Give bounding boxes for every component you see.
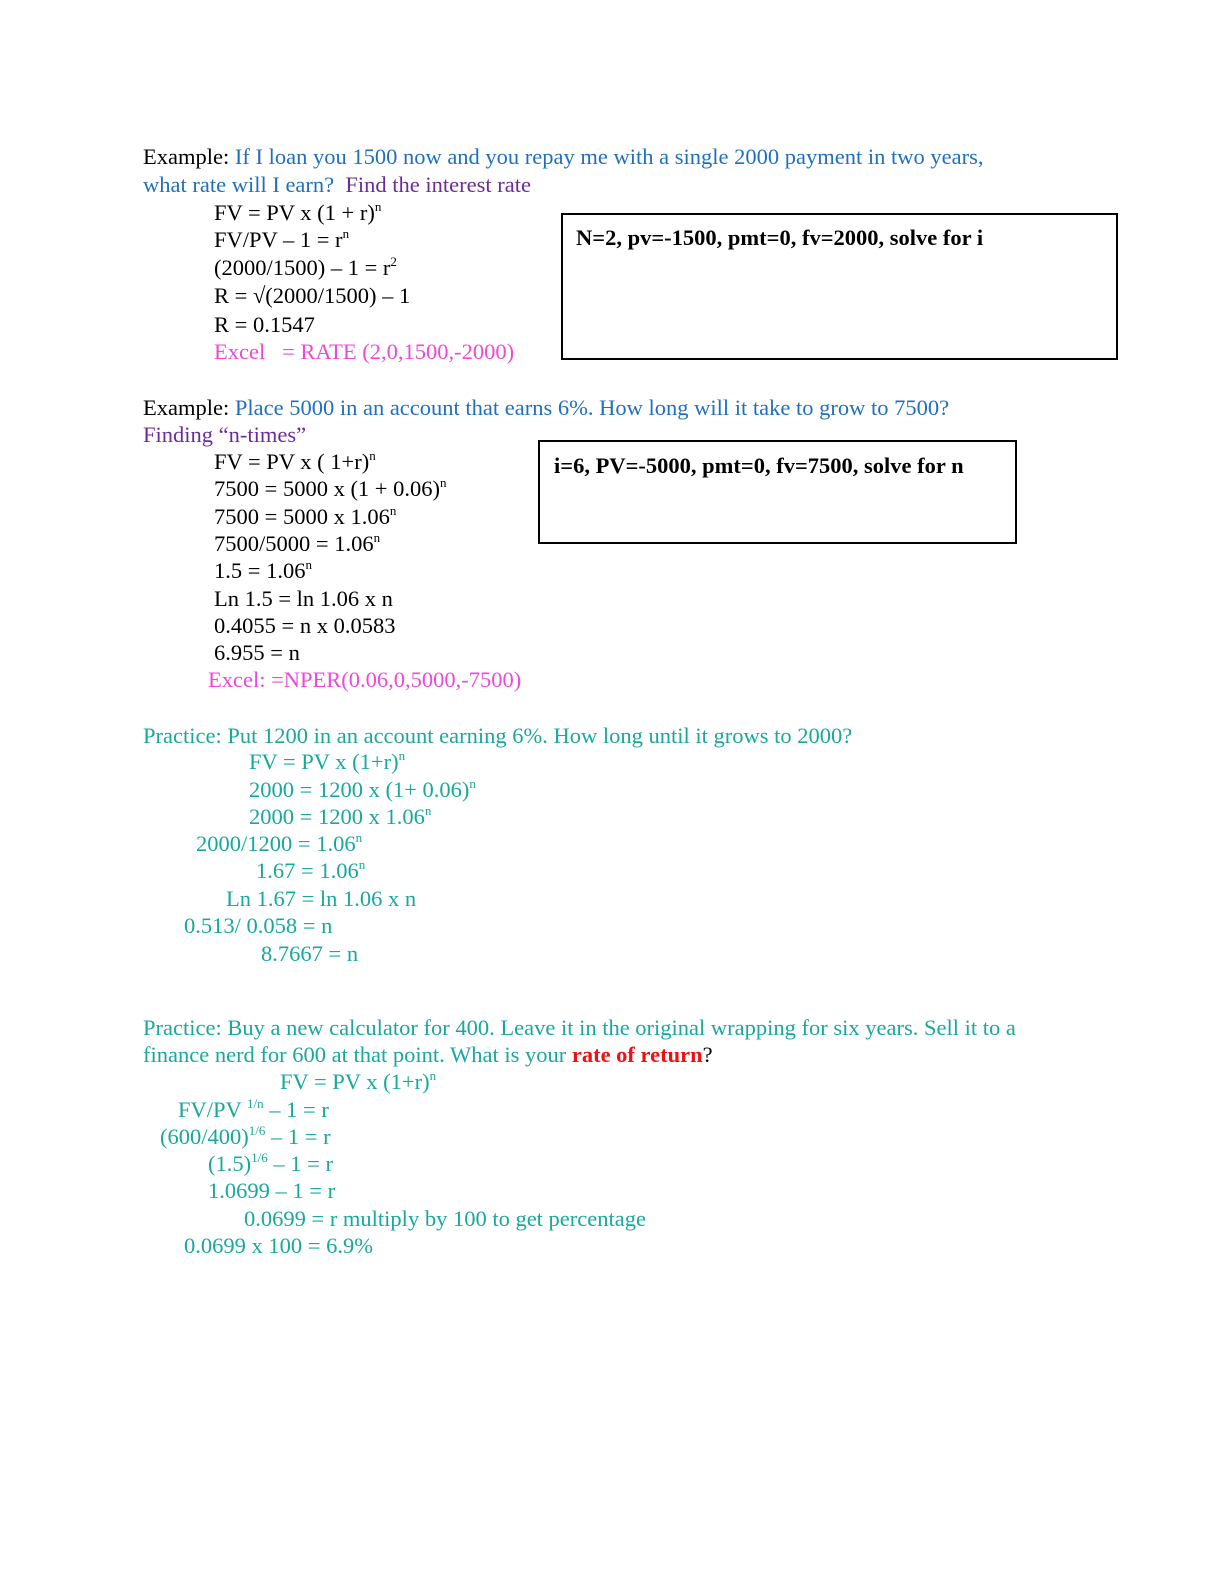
ex2-step-text: FV = PV x ( 1+r): [214, 449, 370, 474]
pr2-step: [160, 1123, 331, 1150]
pr1-step-sup: n: [358, 857, 366, 872]
ex1-question-cont: what rate will I earn?: [143, 172, 335, 197]
ex1-excel: [214, 338, 514, 365]
ex1-excel-label: Excel: [214, 339, 266, 364]
ex1-excel-formula: = RATE (2,0,1500,-2000): [282, 339, 515, 364]
ex2-excel: Excel: =NPER(0.06,0,5000,-7500): [208, 667, 522, 692]
pr2-question-end: ?: [702, 1042, 713, 1067]
pr1-step: [184, 912, 332, 939]
ex2-question: Place 5000 in an account that earns 6%. How long will it take to grow to 7500?: [229, 395, 950, 420]
ex1-step-text: R = √(2000/1500) – 1: [214, 283, 411, 308]
ex1-calculator-text: N=2, pv=-1500, pmt=0, fv=2000, solve for i: [576, 225, 984, 250]
pr2-question-line1: Practice: Buy a new calculator for 400. Leave it in the original wrapping for six years. Sell it to a: [143, 1015, 1016, 1040]
pr2-step-sup: 1/6: [251, 1150, 268, 1165]
ex1-step: [214, 311, 315, 338]
pr2-step: [184, 1232, 373, 1259]
pr2-step: [244, 1205, 646, 1232]
ex2-step: [214, 448, 376, 475]
pr2-step-text: FV = PV x (1+r): [280, 1069, 430, 1094]
ex1-step-sup: n: [342, 226, 350, 241]
pr2-question-emphasis: rate of return: [571, 1042, 703, 1067]
pr1-step-sup: n: [469, 776, 476, 791]
ex2-step: [214, 585, 393, 612]
pr2-step: [280, 1068, 436, 1095]
pr2-question-line2: [143, 1041, 713, 1068]
ex2-step: [214, 612, 395, 639]
pr2-step-text: 0.0699 x 100 = 6.9%: [184, 1233, 373, 1258]
ex1-step-sup: 2: [390, 254, 397, 269]
pr1-step-text: 2000 = 1200 x 1.06: [249, 804, 425, 829]
ex2-step-sup: n: [373, 530, 381, 545]
pr2-step-text: (1.5): [208, 1151, 252, 1176]
pr2-step-text: FV/PV: [178, 1097, 247, 1122]
pr1-question: Practice: Put 1200 in an account earning 6%. How long until it grows to 2000?: [143, 723, 853, 748]
pr2-step-sup: 1/n: [247, 1096, 264, 1111]
ex2-task: Finding “n-times”: [143, 422, 307, 447]
pr1-step: [249, 803, 431, 830]
ex2-step-text: 7500/5000 = 1.06: [214, 531, 374, 556]
ex1-question: If I loan you 1500 now and you repay me with a single 2000 payment in two years,: [229, 144, 984, 169]
ex1-step-text: FV = PV x (1 + r): [214, 200, 375, 225]
ex1-step-text: R = 0.1547: [214, 312, 315, 337]
ex2-calculator-box: [538, 440, 1017, 544]
pr2-step: [208, 1177, 335, 1204]
ex1-step: [214, 226, 349, 253]
ex2-step-text: 0.4055 = n x 0.0583: [214, 613, 396, 638]
pr1-step-text: 1.67 = 1.06: [256, 858, 359, 883]
pr1-step-sup: n: [424, 803, 432, 818]
pr1-step-text: 2000/1200 = 1.06: [196, 831, 356, 856]
ex2-step-text: 6.955 = n: [214, 640, 300, 665]
pr1-step: [249, 748, 405, 775]
pr1-step: [226, 885, 416, 912]
ex1-step-text: (2000/1500) – 1 = r: [214, 255, 391, 280]
pr1-step-text: 8.7667 = n: [261, 941, 359, 966]
pr2-step-sup: 1/6: [248, 1123, 266, 1138]
ex2-step-text: 1.5 = 1.06: [214, 558, 306, 583]
pr1-step-text: 2000 = 1200 x (1+ 0.06): [249, 777, 470, 802]
ex2-calculator-text: i=6, PV=-5000, pmt=0, fv=7500, solve for n: [554, 453, 964, 478]
pr1-step: [261, 940, 358, 967]
pr2-step-text: 0.0699 = r multiply by 100 to get percentage: [244, 1206, 646, 1231]
ex1-step-text: FV/PV – 1 = r: [214, 227, 343, 252]
ex1-task: Find the interest rate: [345, 172, 531, 197]
ex2-step: [214, 530, 380, 557]
ex2-step: [214, 639, 300, 666]
ex2-step: [214, 503, 396, 530]
ex2-step-sup: n: [369, 448, 376, 463]
pr2-step-text: (600/400): [160, 1124, 249, 1149]
pr2-step: [178, 1096, 329, 1123]
ex1-label: Example:: [143, 144, 230, 169]
ex2-step-sup: n: [305, 557, 312, 572]
ex2-step-text: 7500 = 5000 x 1.06: [214, 504, 390, 529]
ex2-step-text: Ln 1.5 = ln 1.06 x n: [214, 586, 393, 611]
ex2-label: Example:: [143, 395, 230, 420]
pr2-step-tail: – 1 = r: [265, 1124, 331, 1149]
ex1-step-sup: n: [374, 199, 382, 214]
ex1-question-line1: [143, 143, 983, 170]
pr1-step-text: Ln 1.67 = ln 1.06 x n: [226, 886, 417, 911]
ex2-step: [214, 557, 312, 584]
pr1-step-sup: n: [355, 830, 363, 845]
pr2-question-text: finance nerd for 600 at that point. What is your: [143, 1042, 572, 1067]
ex2-step-text: 7500 = 5000 x (1 + 0.06): [214, 476, 440, 501]
pr1-step: [196, 830, 362, 857]
pr1-step: [249, 776, 476, 803]
ex1-step: [214, 282, 410, 309]
ex1-calculator-box: [561, 213, 1118, 360]
ex1-step: [214, 199, 381, 226]
pr2-step-sup: n: [429, 1068, 437, 1083]
ex2-step-sup: n: [389, 503, 397, 518]
pr1-step-text: 0.513/ 0.058 = n: [184, 913, 333, 938]
ex1-question-line2: [143, 171, 531, 198]
pr2-step: [208, 1150, 333, 1177]
pr2-step-text: 1.0699 – 1 = r: [208, 1178, 336, 1203]
ex2-question-line: [143, 394, 949, 421]
pr2-step-tail: – 1 = r: [263, 1097, 329, 1122]
pr1-step-text: FV = PV x (1+r): [249, 749, 399, 774]
ex1-step: [214, 254, 397, 281]
ex2-step-sup: n: [440, 475, 447, 490]
ex2-step: [214, 475, 447, 502]
pr2-step-tail: – 1 = r: [267, 1151, 333, 1176]
pr1-step-sup: n: [398, 748, 406, 763]
pr1-step: [256, 857, 365, 884]
